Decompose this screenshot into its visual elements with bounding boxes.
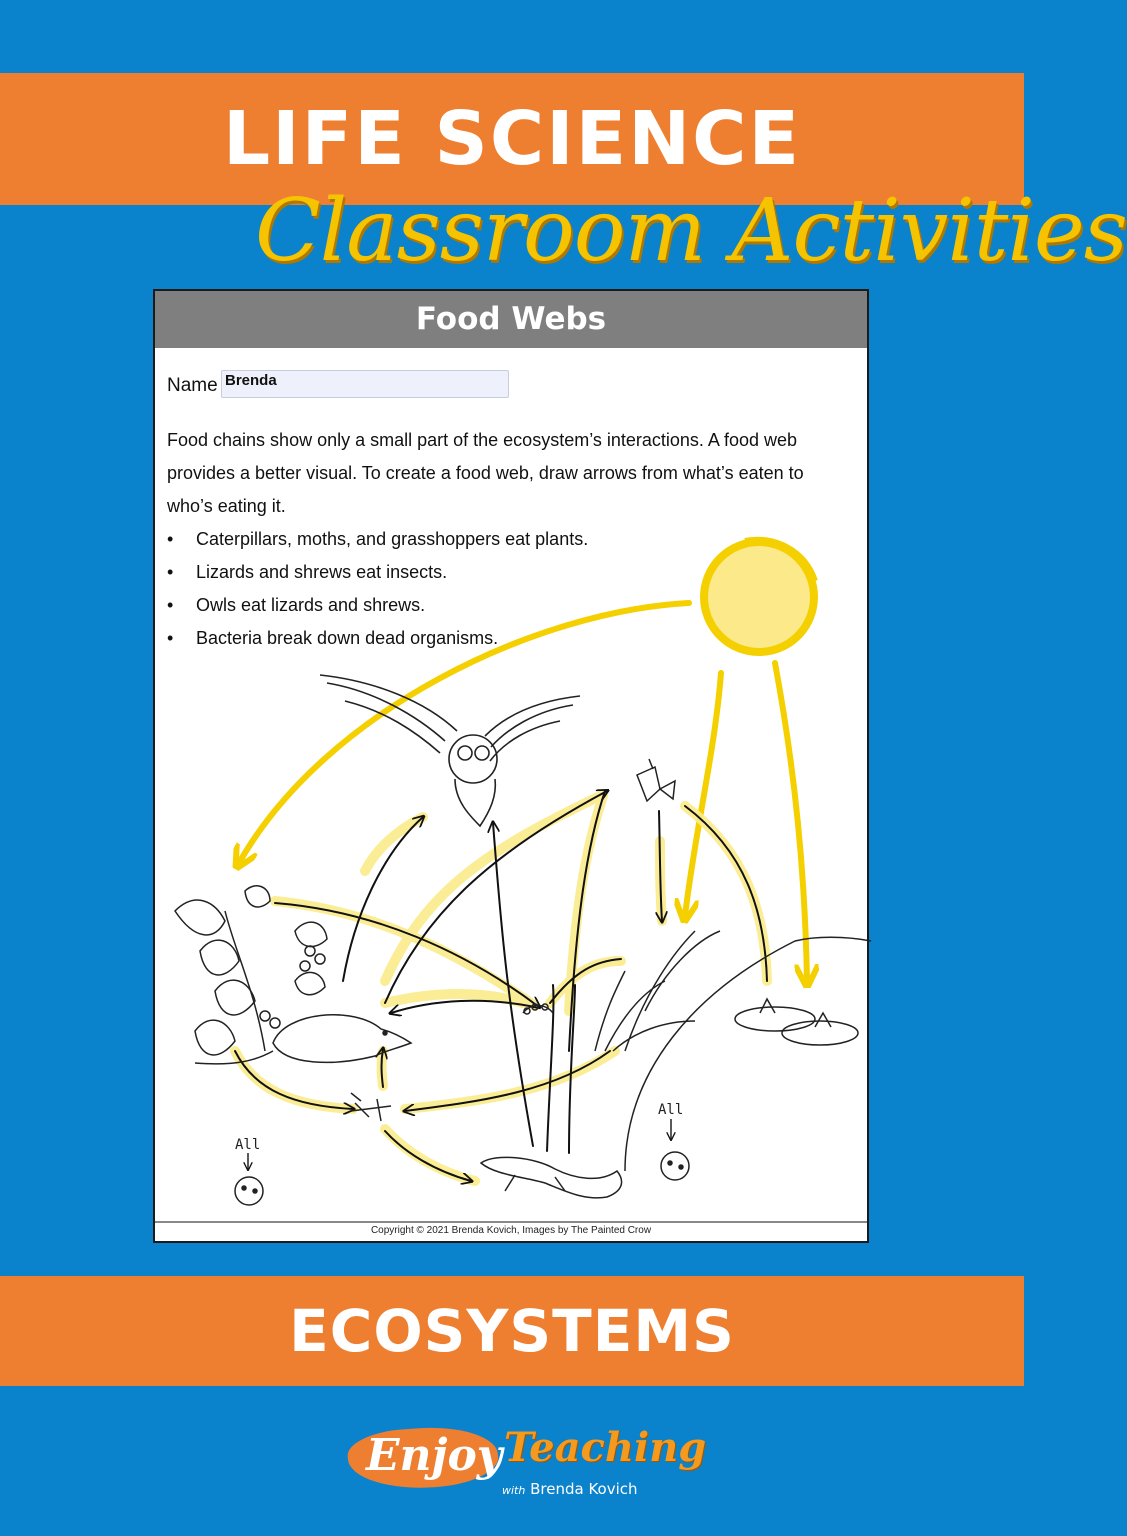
worksheet-title: Food Webs [155, 291, 867, 348]
logo-byline [502, 1480, 638, 1498]
copyright-text: Copyright © 2021 Brenda Kovich, Images by The Painted Crow [370, 1225, 652, 1236]
lizard-illustration [481, 1157, 622, 1198]
bottom-banner-title: ECOSYSTEMS [289, 1297, 735, 1365]
footer-divider [155, 1221, 867, 1223]
bullet-item: • Owls eat lizards and shrews. [167, 589, 588, 622]
all-label-right: All [658, 1102, 684, 1118]
script-subtitle: Classroom Activities [255, 181, 1127, 281]
bullet-item: • Caterpillars, moths, and grasshoppers eat plants. [167, 523, 588, 556]
food-web-diagram [155, 291, 871, 1245]
bacteria-right-illustration [661, 1152, 689, 1180]
logo-enjoy-text: Enjoy [366, 1430, 503, 1481]
sun-icon [704, 540, 815, 652]
logo-teaching-text: Teaching [504, 1424, 707, 1471]
sun-to-grass-arrow [685, 673, 721, 916]
logo-author-text: Brenda Kovich [530, 1480, 638, 1498]
bullet-item: • Lizards and shrews eat insects. [167, 556, 588, 589]
all-label-left: All [235, 1137, 261, 1153]
name-label: Name [167, 375, 218, 396]
name-field[interactable]: Brenda [221, 370, 509, 398]
enjoy-teaching-logo [344, 1410, 707, 1510]
bottom-banner [0, 1276, 1024, 1386]
bullet-item: • Bacteria break down dead organisms. [167, 622, 588, 655]
grass-and-pond-illustration [595, 931, 871, 1171]
moth-illustration [637, 759, 675, 801]
bacteria-left-illustration [235, 1177, 263, 1205]
sun-to-vines-arrow [239, 603, 689, 863]
sun-to-lilypads-arrow [775, 663, 807, 981]
vine-plant-illustration [175, 886, 327, 1055]
banner-title: LIFE SCIENCE [222, 96, 802, 182]
worksheet [153, 289, 869, 1243]
owl-illustration [320, 675, 580, 826]
intro-text: Food chains show only a small part of the ecosystem’s interactions. A food web provides a better visual. To create a food web, draw arrows from what’s eaten to who’s eating it. [167, 430, 804, 516]
logo-with-text: with [502, 1484, 526, 1497]
